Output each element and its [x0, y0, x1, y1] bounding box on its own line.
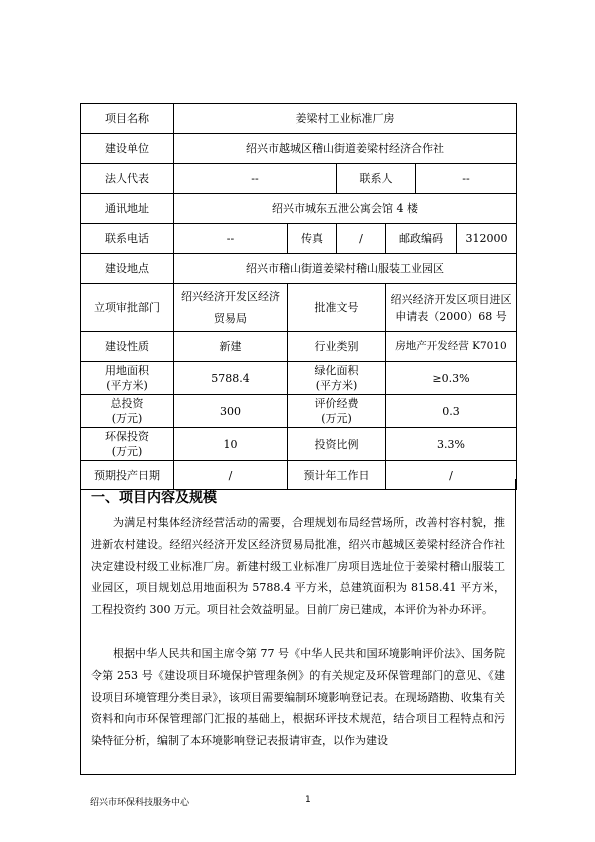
work-days-value: /	[386, 461, 517, 490]
address-value: 绍兴市城东五泄公寓会馆 4 楼	[174, 194, 517, 224]
table-row	[81, 104, 517, 134]
industry-label: 行业类别	[288, 332, 386, 362]
start-date-value: /	[174, 461, 288, 490]
table-row	[81, 194, 517, 224]
legal-rep-label: 法人代表	[81, 164, 174, 194]
env-invest-value: 10	[174, 428, 288, 461]
phone-label: 联系电话	[81, 224, 174, 254]
approval-doc-value: 绍兴经济开发区项目进区申请表（2000）68 号	[386, 284, 517, 332]
eval-fee-value: 0.3	[386, 395, 517, 428]
start-date-label: 预期投产日期	[81, 461, 174, 490]
footer-organization: 绍兴市环保科技服务中心	[90, 798, 190, 808]
phone-value: --	[174, 224, 288, 254]
table-row	[81, 224, 517, 254]
land-area-value: 5788.4	[174, 362, 288, 395]
total-invest-label: 总投资 (万元)	[81, 395, 174, 428]
site-label: 建设地点	[81, 254, 174, 284]
table-row	[81, 332, 517, 362]
paragraph: 为满足村集体经济经营活动的需要，合理规划布局经营场所，改善村容村貌，推进新农村建设。经绍兴经济开发区经济贸易局批准，绍兴市越城区姜梁村经济合作社决定建设村级工业标准厂房。新建村级工业标准厂房项目选址位于姜梁村稽山服装工业园区，项目规划总用地面积为 5788.4 平方米，总建筑面积为 8158.41 平方米，工程投资约 300 万元。项目社会效益明显。目前厂房已建成，本评价为补办环评。	[91, 516, 505, 617]
site-value: 绍兴市稽山街道姜梁村稽山服装工业园区	[174, 254, 517, 284]
table-row	[81, 395, 517, 428]
project-name-value: 姜梁村工业标准厂房	[174, 104, 517, 134]
total-invest-value: 300	[174, 395, 288, 428]
fax-value: /	[337, 224, 386, 254]
approval-doc-label: 批准文号	[288, 284, 386, 332]
green-area-label: 绿化面积 (平方米)	[288, 362, 386, 395]
fax-label: 传真	[288, 224, 337, 254]
address-label: 通讯地址	[81, 194, 174, 224]
table-row	[81, 284, 517, 332]
nature-label: 建设性质	[81, 332, 174, 362]
project-content-section	[80, 479, 516, 775]
table-row	[81, 254, 517, 284]
contact-label: 联系人	[337, 164, 416, 194]
postcode-label: 邮政编码	[386, 224, 457, 254]
industry-value: 房地产开发经营 K7010	[386, 332, 517, 362]
green-area-value: ≥0.3%	[386, 362, 517, 395]
table-row	[81, 428, 517, 461]
paragraph: 根据中华人民共和国主席令第 77 号《中华人民共和国环境影响评价法》、国务院令第 253 号《建设项目环境保护管理条例》的有关规定及环保管理部门的意见、《建设项目环境管理分类目录》，该项目需要编制环境影响登记表。在现场踏勘、收集有关资料和向市环保管理部门汇报的基础上，根据环评技术规范，结合项目工程特点和污染特征分析，编制了本环境影响登记表报请审查，以作为建设	[91, 647, 505, 748]
postcode-value: 312000	[457, 224, 517, 254]
legal-rep-value: --	[174, 164, 337, 194]
approval-dept-value: 绍兴经济开发区经济贸易局	[174, 284, 288, 332]
project-name-label: 项目名称	[81, 104, 174, 134]
invest-ratio-label: 投资比例	[288, 428, 386, 461]
land-area-label: 用地面积 (平方米)	[81, 362, 174, 395]
contact-value: --	[416, 164, 517, 194]
approval-dept-label: 立项审批部门	[81, 284, 174, 332]
invest-ratio-value: 3.3%	[386, 428, 517, 461]
builder-value: 绍兴市越城区稽山街道姜梁村经济合作社	[174, 134, 517, 164]
builder-label: 建设单位	[81, 134, 174, 164]
page-number: 1	[305, 795, 311, 805]
nature-value: 新建	[174, 332, 288, 362]
table-row	[81, 134, 517, 164]
table-row	[81, 164, 517, 194]
eval-fee-label: 评价经费 (万元)	[288, 395, 386, 428]
project-info-table	[80, 103, 517, 490]
section-heading: 一、项目内容及规模	[91, 490, 217, 506]
table-row	[81, 362, 517, 395]
env-invest-label: 环保投资 (万元)	[81, 428, 174, 461]
work-days-label: 预计年工作日	[288, 461, 386, 490]
